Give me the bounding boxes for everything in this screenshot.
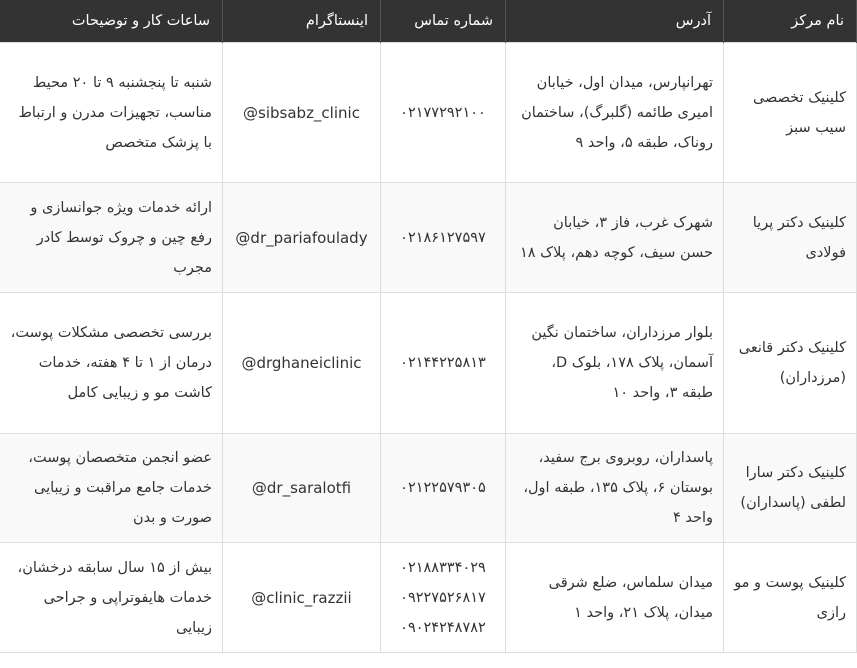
hours-description-cell: بیش از ۱۵ سال سابقه درخشان، خدمات هایفوتراپی و جراحی زیبایی xyxy=(0,543,223,653)
phone-number[interactable]: ۰۲۱۴۴۲۲۵۸۱۳ xyxy=(400,355,486,371)
clinic-name-cell: کلینیک دکتر سارا لطفی (پاسداران) xyxy=(724,434,857,543)
instagram-handle[interactable]: @dr_pariafoulady xyxy=(235,228,368,247)
phone-cell xyxy=(381,543,506,653)
instagram-cell xyxy=(223,183,381,293)
instagram-handle[interactable]: @clinic_razzii xyxy=(251,588,352,607)
header-hours: ساعات کار و توضیحات xyxy=(0,0,223,43)
hours-description-cell: عضو انجمن متخصصان پوست، خدمات جامع مراقبت و زیبایی صورت و بدن xyxy=(0,434,223,543)
hours-description-cell: ارائه خدمات ویژه جوانسازی و رفع چین و چروک توسط کادر مجرب xyxy=(0,183,223,293)
table-row xyxy=(0,434,857,543)
header-name: نام مرکز xyxy=(724,0,857,43)
instagram-cell xyxy=(223,434,381,543)
phone-number[interactable]: ۰۹۲۲۷۵۲۶۸۱۷ xyxy=(400,589,486,606)
table-row xyxy=(0,293,857,434)
hours-description-cell: شنبه تا پنجشنبه ۹ تا ۲۰ محیط مناسب، تجهیزات مدرن و ارتباط با پزشک متخصص xyxy=(0,43,223,183)
phone-number[interactable]: ۰۲۱۲۲۵۷۹۳۰۵ xyxy=(400,480,486,496)
address-cell: بلوار مرزداران، ساختمان نگین آسمان، پلاک ۱۷۸، بلوک D، طبقه ۳، واحد ۱۰ xyxy=(506,293,724,434)
instagram-cell xyxy=(223,43,381,183)
phone-number[interactable]: ۰۲۱۷۷۲۹۲۱۰۰ xyxy=(400,104,486,121)
phone-cell xyxy=(381,183,506,293)
clinic-name-cell: کلینیک دکتر قانعی (مرزداران) xyxy=(724,293,857,434)
address-cell: شهرک غرب، فاز ۳، خیابان حسن سیف، کوچه دهم، پلاک ۱۸ xyxy=(506,183,724,293)
phone-cell xyxy=(381,434,506,543)
phone-number[interactable]: ۰۲۱۸۸۳۳۴۰۲۹ xyxy=(400,559,486,576)
address-cell: تهرانپارس، میدان اول، خیابان امیری طائمه (گلبرگ)، ساختمان روناک، طبقه ۵، واحد ۹ xyxy=(506,43,724,183)
address-cell: پاسداران، روبروی برج سفید، بوستان ۶، پلاک ۱۳۵، طبقه اول، واحد ۴ xyxy=(506,434,724,543)
phone-number[interactable]: ۰۹۰۲۴۲۴۸۷۸۲ xyxy=(400,619,486,636)
instagram-cell xyxy=(223,543,381,653)
header-instagram: اینستاگرام xyxy=(223,0,381,43)
phone-cell xyxy=(381,43,506,183)
hours-description-cell: بررسی تخصصی مشکلات پوست، درمان از ۱ تا ۴ هفته، خدمات کاشت مو و زیبایی کامل xyxy=(0,293,223,434)
clinic-name-cell: کلینیک دکتر پریا فولادی xyxy=(724,183,857,293)
instagram-handle[interactable]: @dr_saralotfi xyxy=(251,479,352,497)
instagram-handle[interactable]: @sibsabz_clinic xyxy=(243,103,360,122)
header-address: آدرس xyxy=(506,0,724,43)
phone-cell xyxy=(381,293,506,434)
clinic-name-cell: کلینیک پوست و مو رازی xyxy=(724,543,857,653)
address-cell: میدان سلماس، ضلع شرقی میدان، پلاک ۲۱، واحد ۱ xyxy=(506,543,724,653)
table-body xyxy=(0,43,857,653)
header-phone: شماره تماس xyxy=(381,0,506,43)
phone-number[interactable]: ۰۲۱۸۶۱۲۷۵۹۷ xyxy=(400,229,486,246)
instagram-cell xyxy=(223,293,381,434)
table-row xyxy=(0,43,857,183)
clinic-name-cell: کلینیک تخصصی سیب سبز xyxy=(724,43,857,183)
table-row xyxy=(0,543,857,653)
table-row xyxy=(0,183,857,293)
instagram-handle[interactable]: @drghaneiclinic xyxy=(241,354,362,372)
table-header-row xyxy=(0,0,857,43)
